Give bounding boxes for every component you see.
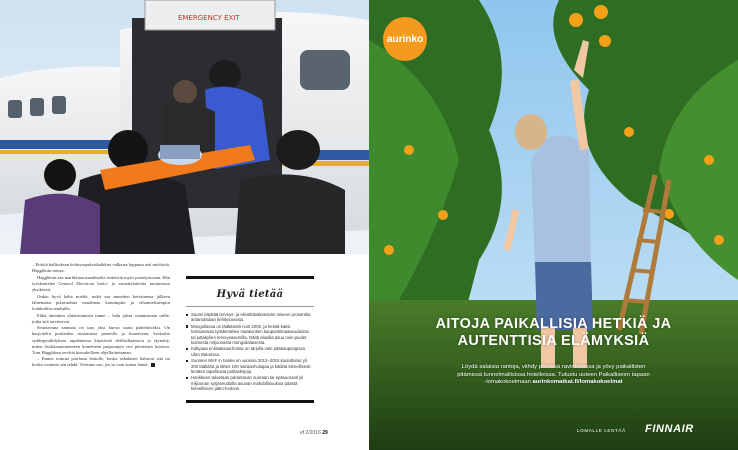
body-paragraph-last: – Emme toimita potilasta lentolle, koska sakalaiset habavat sitä tai koska voimme sen tehdä. Teemme sen, jos se vain auttaa häntä.: [32, 356, 170, 368]
flight-tagline: LOMALLE LENTÄÄ: [577, 428, 626, 433]
page-number: 29: [322, 430, 328, 436]
body-paragraph: – Etiöitä hallituksen kehitysapulaiskaikkiet valkaisa loppuun asti mieltyitä, Häggblom toteaa.: [32, 262, 170, 274]
copy-line-1: Löydä salaisia rantoja, viihdy pienissä ravintoloissa ja yövy paikallisten: [461, 364, 646, 370]
end-mark-icon: [151, 363, 155, 367]
aurinko-logo[interactable]: aurinko: [383, 17, 427, 61]
ad-link[interactable]: aurinkomatkat.fi/lomakokoelmat: [532, 379, 623, 386]
emergency-exit-label: EMERGENCY EXIT: [178, 14, 240, 22]
fact-item: Suomi käyttää terveys- ja sileöittäväksessän toiseen prosenttia antamastaan kehitysavusta.: [186, 312, 314, 323]
airplane-loading-photo: [0, 0, 369, 254]
finnair-logo: FINNAIR: [645, 423, 694, 435]
body-paragraph: Seuraavana aamuna on taas yksi kurssi saatu pääteltäväksi. On harjoiteltu potilaiden nostamista paareille ja koneeseen, keskoiho sydänpysähdyksen tapahtuessa käyttävää defibrillaattoria ja täytettty, miten lisokkaantuneeseen koneeseen parjatanjen veri piteteisiin hoitoon. Tom Häggblom tervhiä kursaleilleen ohjelluitteinman.: [32, 325, 170, 355]
article-photo: [0, 0, 369, 254]
fact-list: [186, 312, 314, 392]
ad-copy: [369, 364, 738, 387]
fact-item: Kaltyaaa enlistaksuarhoitoa on tarjolla vain pääkaupungissa Ulan Batorissa.: [186, 346, 314, 357]
copy-line-3: -lomakokoelmaan aurinkomatkat.fi/lomakokoelmat: [484, 379, 623, 386]
issue-label: ef 2/2016: [300, 430, 321, 436]
fact-item: Hankkeen taloetaan parantavan suoraan tai epäsuorasti yli miljoonan syrjäseuduilla asuvan mahdollisuuksia päästä kiireelliseen jatko-hoitoon.: [186, 375, 314, 391]
body-paragraph: Ehkä ätteinkin yhteistuunuen tunne – halu jakaa osaamistaan niille, jotka sitä tarvitsevat.: [32, 312, 170, 324]
fact-item: Mongoliassa on lääkäreitä noin 2000, ja heistä kaksi kolmasosaa työskentelee maakuntien kaupunkimaaseuduissa tai juttakylien terveysasemilla. Näitä alueilla asuu noin puolet koimesta miljoonasta mongolialaisesta.: [186, 324, 314, 346]
ad-headline: [369, 316, 738, 350]
headline-line-2: AUTENTTISIA ELÄMYKSIÄ: [457, 333, 650, 349]
body-paragraph: Häggblom saa markkinaa maailmalla rinteisiin myös paarejoissaan. Hän työskentelee General Electricin botto- ja sairaalalaitteita tuottavassa yksikössä.: [32, 274, 170, 292]
headline-line-1: AITOJA PAIKALLISIA HETKIÄ JA: [435, 316, 672, 332]
article-body: [32, 262, 170, 369]
fact-box: [186, 276, 314, 403]
fact-box-top-rule: [186, 276, 314, 279]
advert-page: [369, 0, 738, 450]
fact-box-divider: [186, 306, 314, 307]
fact-box-title: Hyvä tietää: [216, 289, 284, 300]
body-paragraph: Onkin hyvä kehä mieltä, mikä saa minetten kertoimena jälkeen lähtemään pikavauhtia maailman karuimpiin ja vihamielisimpiin loukkoihin seuduille.: [32, 293, 170, 311]
copy-line-2: pitämissä tunnelmallisissa hotelleissa. Tutustu uuteen Paikalliseen tapaan: [457, 371, 650, 378]
fact-box-bottom-rule: [186, 400, 314, 403]
page-folio: [300, 430, 328, 436]
fact-item: Suomen MAF in hanke on vuosina 2012–2015 kouluttanut yli 200 lääkäriä ja lähes 100 sairaanhoitajaa ja kätilöä kiireellisesti lentäen tapahtuvia potilaskirjoja.: [186, 358, 314, 374]
